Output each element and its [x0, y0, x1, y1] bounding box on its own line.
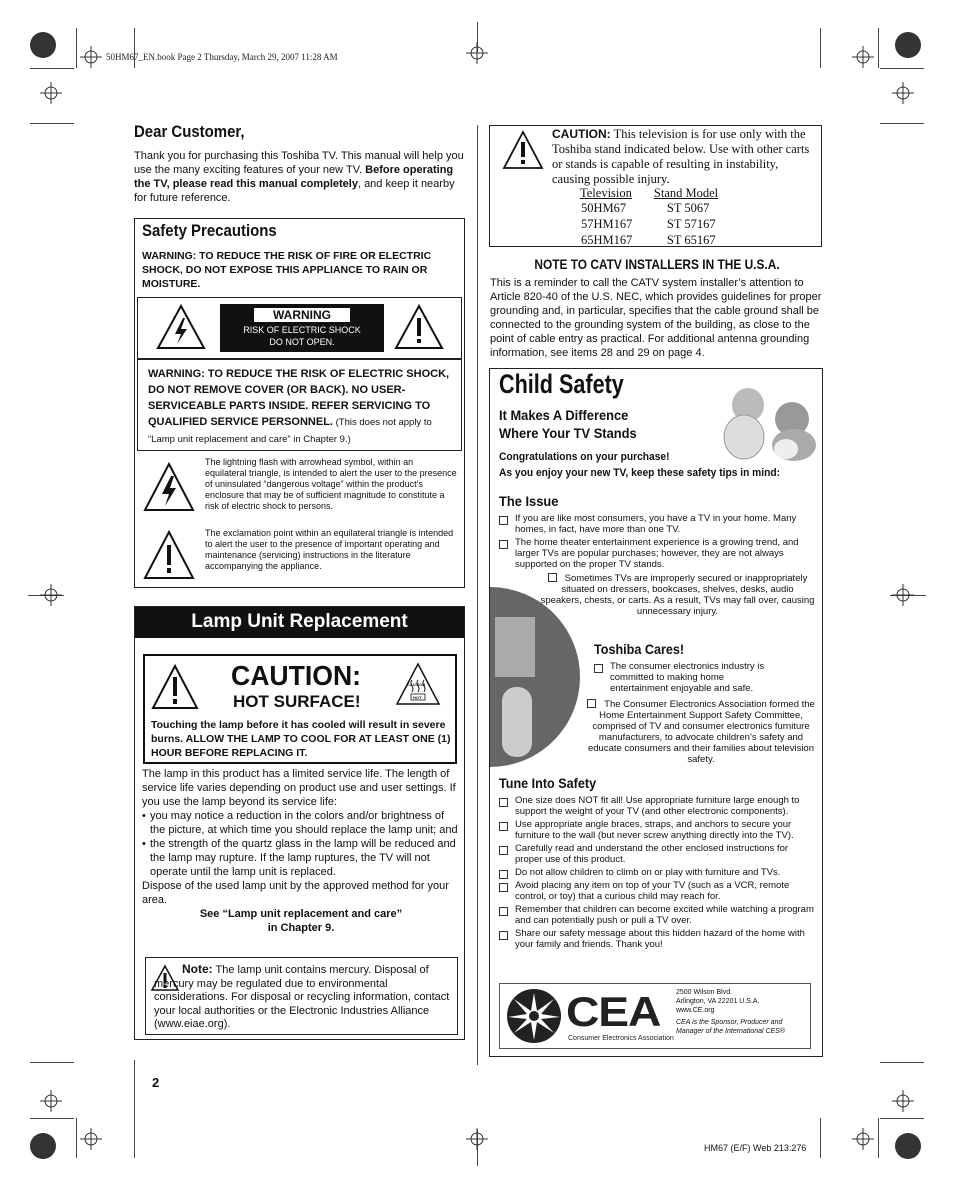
list-item: Use appropriate angle braces, straps, and anchors to secure your furniture to the wall (but never screw anything directly into the TV).: [499, 819, 817, 841]
child-safety-box: [489, 368, 823, 1057]
file-info-header: 50HM67_EN.book Page 2 Thursday, March 29, 2007 11:28 AM: [106, 52, 338, 62]
caution-big: CAUTION:: [231, 660, 362, 691]
stand-table: [580, 186, 718, 248]
tune-title: Tune Into Safety: [499, 775, 597, 791]
checkbox-icon: [594, 664, 603, 673]
list-item: The consumer electronics industry is committed to making home entertainment enjoyable and safe.: [594, 661, 774, 694]
child-safety-title: Child Safety: [499, 369, 624, 399]
dear-customer-body: Thank you for purchasing this Toshiba TV. This manual will help you use the many exciting features of your new TV. Before operating the TV, please read this manual completely, and keep it nearby for future reference.: [134, 150, 464, 204]
registration-mark-icon: [80, 46, 102, 68]
mercury-note-text: Note: The lamp unit contains mercury. Disposal of mercury may be regulated due to environmental considerations. For disposal or recycling information, contact your local authorities or the Electronic Industries Alliance (www.eiae.org).: [154, 962, 450, 1030]
tune-list: [499, 795, 817, 950]
registration-mark-icon: [30, 1133, 56, 1159]
see-chapter-line2: in Chapter 9.: [267, 922, 335, 934]
registration-mark-icon: [852, 46, 874, 68]
catv-body: This is a reminder to call the CATV system installer’s attention to Article 820-40 of the U.S. NEC, which provides guidelines for proper grounding and, in particular, specifies that the cable ground shall be connected to the grounding system of the building, as close to the point of cable entry as practical. For additional antenna grounding information, see items 28 and 29 on page 4.: [490, 277, 822, 359]
hot-surface-caution: [143, 654, 457, 764]
table-row: 50HM67 ST 5067: [581, 201, 710, 215]
mercury-note-box: [145, 957, 458, 1035]
registration-mark-icon: [80, 1128, 102, 1150]
list-item: Avoid placing any item on top of your TV (such as a VCR, remote control, or toy) that a curious child may reach for.: [499, 880, 817, 902]
catv-section: [490, 256, 824, 360]
list-item: One size does NOT fit all! Use appropriate furniture large enough to support the weight of your TV (and other electronic components).: [499, 795, 817, 817]
checkbox-icon: [499, 822, 508, 831]
exclamation-triangle-icon: [394, 304, 444, 350]
child-subtitle: It Makes A Difference Where Your TV Stands: [499, 407, 637, 441]
exclamation-triangle-icon: [502, 130, 544, 170]
registration-mark-icon: [466, 1128, 488, 1150]
hot-icon-hot: HOT: [413, 695, 422, 700]
issue-item-3: Sometimes TVs are improperly secured or inappropriately situated on dressers, bookcases, shelves, desks, audio speakers, chests, or carts. As a result, TVs may fall over, causing unnecessary injury.: [540, 573, 815, 617]
exclamation-explanation: The exclamation point within an equilateral triangle is intended to alert the user to the presence of important operating and maintenance (servicing) instructions in the literature accompanying the appliance.: [205, 528, 454, 571]
checkbox-icon: [499, 846, 508, 855]
list-item: Remember that children can become excited while watching a program and can potentially push or pull a TV over.: [499, 904, 817, 926]
stand-caution-box: [489, 125, 822, 247]
checkbox-icon: [548, 573, 557, 582]
cea-logo-text: CEA: [566, 988, 661, 1035]
cares-item-2: The Consumer Electronics Association formed the Home Entertainment Support Safety Committee, comprised of TV and consumer electronics furniture manufacturers, to advocate children’s safety and educate consumers and their families about television safety.: [587, 699, 815, 765]
registration-mark-icon: [40, 1090, 62, 1112]
registration-mark-icon: [895, 1133, 921, 1159]
service-warning-note: (This does not apply to “Lamp unit replacement and care” in Chapter 9.): [148, 417, 432, 445]
lightning-triangle-icon: [143, 462, 195, 512]
lamp-bullet: • you may notice a reduction in the colors and/or brightness of the picture, at which time you should replace the lamp unit; and: [142, 810, 458, 836]
registration-mark-icon: [40, 584, 62, 606]
hot-surface-label: HOT SURFACE!: [233, 692, 361, 711]
lightning-triangle-icon: [156, 304, 206, 350]
cea-logo-sub: Consumer Electronics Association: [568, 1035, 674, 1042]
congrats: Congratulations on your purchase! As you enjoy your new TV, keep these safety tips in mind:: [499, 451, 781, 479]
col-television: Television: [580, 186, 632, 200]
hot-surface-text: Touching the lamp before it has cooled will result in severe burns. ALLOW THE LAMP TO COOL FOR AT LEAST ONE (1) HOUR BEFORE REPLACING IT.: [151, 719, 451, 759]
lamp-bullet: • the strength of the quartz glass in the lamp will be reduced and the lamp may rupture. If the lamp ruptures, the TV will not operate until the lamp unit is replaced.: [142, 838, 456, 878]
shock-label-center: [220, 304, 384, 352]
cea-address: 2500 Wilson Blvd. Arlington, VA 22201 U.S.A. www.CE.org CEA is the Sponsor, Producer and Manager of the International CES®: [676, 989, 786, 1035]
checkbox-icon: [499, 883, 508, 892]
stand-caution-text: CAUTION: This television is for use only with the Toshiba stand indicated below. Use with other carts or stands is capable of resulting in instability, causing possible injury.: [552, 127, 810, 186]
registration-mark-icon: [892, 82, 914, 104]
lamp-body: The lamp in this product has a limited service life. The length of service life varies depending on product use and user settings. If you use the lamp beyond its service life: • you may notice a reduction in the colors and/or brightness of the picture, at which time you should replace the lamp unit; and • the strength of the quartz glass in the lamp will be reduced and the lamp may rupture. If the lamp ruptures, the TV will not operate until the lamp unit is replaced. Dispose of the used lamp unit by the approved method for your area. See “Lamp unit replacement and care” in Chapter 9.: [142, 767, 460, 935]
label-line1: RISK OF ELECTRIC SHOCK: [243, 325, 361, 335]
col-stand-model: Stand Model: [653, 186, 719, 200]
service-warning-bold: WARNING: TO REDUCE THE RISK OF ELECTRIC SHOCK, DO NOT REMOVE COVER (OR BACK). NO USER-SERVICEABLE PARTS INSIDE. REFER SERVICING TO QUALIFIED SERVICE PERSONNEL.: [148, 368, 450, 428]
safety-warning-text: WARNING: TO REDUCE THE RISK OF FIRE OR ELECTRIC SHOCK, DO NOT EXPOSE THIS APPLIANCE TO RAIN OR MOISTURE.: [142, 250, 432, 290]
list-item: Do not allow children to climb on or play with furniture and TVs.: [499, 867, 817, 878]
checkbox-icon: [499, 907, 508, 916]
service-warning-box: [137, 359, 462, 451]
cea-starburst-logo: [504, 987, 564, 1045]
list-item: If you are like most consumers, you have a TV in your home. Many homes, in fact, have more than one TV.: [499, 513, 815, 535]
table-row: 65HM167 ST 65167: [581, 233, 716, 247]
safety-precautions-box: [134, 218, 465, 588]
dear-customer-title: Dear Customer,: [134, 122, 245, 141]
exclamation-triangle-icon: [151, 664, 199, 710]
issue-title: The Issue: [499, 493, 559, 509]
checkbox-icon: [499, 931, 508, 940]
hot-icon-caution: CAUTION: [407, 682, 426, 687]
registration-mark-icon: [40, 82, 62, 104]
registration-mark-icon: [852, 1128, 874, 1150]
toshiba-cares-title: Toshiba Cares!: [594, 641, 685, 657]
safety-title: Safety Precautions: [142, 221, 277, 240]
list-item: Share our safety message about this hidden hazard of the home with your family and friends. Thank you!: [499, 928, 817, 950]
checkbox-icon: [499, 516, 508, 525]
exclamation-triangle-icon: [143, 530, 195, 580]
registration-mark-icon: [892, 1090, 914, 1112]
checkbox-icon: [587, 699, 596, 708]
dear-customer-section: [134, 122, 464, 205]
page-number: 2: [152, 1075, 160, 1090]
registration-mark-icon: [895, 32, 921, 58]
cea-panel: [499, 983, 811, 1049]
label-line2: DO NOT OPEN.: [269, 337, 335, 347]
label-warning: WARNING: [254, 308, 350, 322]
catv-title: NOTE TO CATV INSTALLERS IN THE U.S.A.: [534, 256, 780, 272]
checkbox-icon: [499, 870, 508, 879]
list-item: Carefully read and understand the other enclosed instructions for proper use of this product.: [499, 843, 817, 865]
registration-mark-icon: [30, 32, 56, 58]
registration-mark-icon: [466, 42, 488, 64]
table-row: 57HM167 ST 57167: [581, 217, 716, 231]
footer-code: HM67 (E/F) Web 213:276: [704, 1143, 807, 1153]
list-item: The home theater entertainment experience is a growing trend, and larger TVs are popular purchases; however, they are not always supported on the proper TV stands.: [499, 537, 815, 570]
checkbox-icon: [499, 798, 508, 807]
see-chapter-line1: See “Lamp unit replacement and care”: [199, 908, 403, 920]
lightning-explanation: The lightning flash with arrowhead symbol, within an equilateral triangle, is intended to alert the user to the presence of uninsulated “dangerous voltage” within the product’s enclosure that may be of sufficient magnitude to constitute a risk of electric shock to persons.: [205, 457, 457, 511]
issue-list: [499, 513, 815, 570]
checkbox-icon: [499, 540, 508, 549]
lamp-replacement-box: [134, 606, 465, 1040]
lamp-title: Lamp Unit Replacement: [135, 607, 464, 638]
registration-mark-icon: [892, 584, 914, 606]
cares-item-1: [594, 661, 774, 694]
shock-warning-label: [137, 297, 462, 359]
